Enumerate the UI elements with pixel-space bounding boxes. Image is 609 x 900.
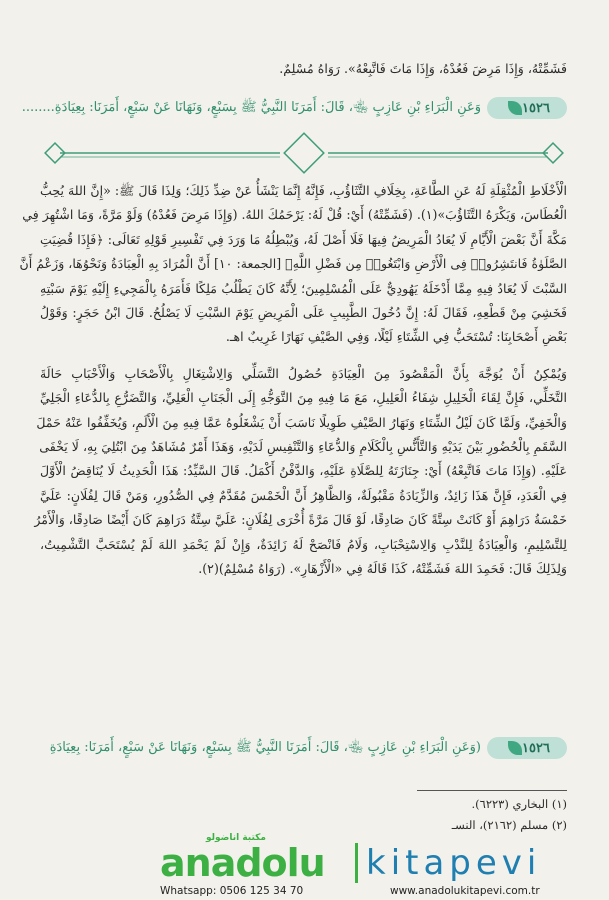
body-line: بَعْضِ أَصْحَابِنَا: تُسْتَحَبُّ فِي الشِّتَاءِ لَيْلًا، وَفِي الصَّيْفِ نَهَارًا غَرِيبٌ اهـ. <box>225 329 567 345</box>
leaf-icon <box>508 741 522 755</box>
intro-line: فَشَمِّتْهُ، وَإِذَا مَرِضَ فَعُدْهُ، وَإِذَا مَاتَ فَاتَّبِعْهُ». رَوَاهُ مُسْلِمٌ. <box>279 61 567 76</box>
body-line: التَّخَلِّي، فَإِنَّ لِقَاءَ الْخَلِيلِ شِفَاءُ الْعَلِيلِ، مَعَ مَا فِيهِ مِنَ التَّوَجُّهِ إِلَى الْجَنَابِ الْعَلِيِّ، وَالتَّضَرُّعِ بِالدُّعَاءِ الْجَلِيِّ <box>40 390 567 406</box>
body-line: عَلَيْهِ. (وَإِذَا مَاتَ فَاتَّبِعْهُ) أَيْ: جِنَازَتَهُ لِلصَّلَاةِ عَلَيْهِ، وَالدَّفْنُ أَكْمَلُ. قَالَ السَّيِّدُ: هَذَا الْحَدِيثُ لَا يُنَاقِضُ الْأَوَّلَ <box>40 463 567 479</box>
footnote-rule <box>417 790 567 791</box>
body-line: فَخَشِيَ مِنْ قَطْعِهِ، فَقَالَ لَهُ: إِنَّ دُخُولَ الطَّبِيبِ عَلَى الْمَرِيضِ يَوْمَ السَّبْتِ لَا يَصْلُحُ. قَالَ ابْنُ حَجَرٍ: وَقَوْلُ <box>40 305 567 320</box>
hadith-header-bottom <box>40 735 567 761</box>
hadith-text: وَعَنِ الْبَرَاءِ بْنِ عَازِبٍ ﵄، قَالَ: أَمَرَنَا النَّبِيُّ ﷺ بِسَبْعٍ، وَنَهَانَا عَنْ سَبْعٍ، أَمَرَنَا: بِعِيَادَةِ........ <box>21 99 481 115</box>
hadith-number-badge <box>487 737 567 759</box>
banner-arabic-text: مكتبة اناضولو <box>206 833 266 843</box>
banner-brand-right: kitapevi <box>366 843 542 883</box>
body-line: وَيُمْكِنُ أَنْ يُوَجَّهَ بِأَنَّ الْمَقْصُودَ مِنَ الْعِيَادَةِ حُصُولُ التَّسَلِّي وَالِاشْتِغَالِ بِالْأَصْحَابِ وَالْأَحْبَابِ حَالَةَ <box>40 365 567 381</box>
banner-phone: Whatsapp: 0506 125 34 70 <box>160 885 304 897</box>
body-line: السَّبْتَ لَا يُعَادُ فِيهِ مِمَّا أَدْخَلَهُ يَهُودِيٌّ عَلَى الْمُسْلِمِينَ؛ لِأَنَّهُ كَانَ يَطْلُبُ مَلِكًا فَأَمَرَهُ بِالْمَجِيءِ إِلَيْهِ يَوْمَ سَبْتِهِ <box>40 280 567 296</box>
footnote-2: (٢) مسلم (٢١٦٢)، النسـ <box>451 818 567 832</box>
body-line: لِلتَّسْلِيمِ، وَالْعِيَادَةُ لِلنَّدْبِ وَالِاسْتِحْبَابِ، وَلَامُ فَانْصَحْ لَهُ زَائِدَةٌ، وَإِنْ لَمْ يَحْمَدِ اللهَ لَمْ يُسْتَحَبَّ التَّشْمِيتُ، <box>40 536 567 552</box>
banner-separator <box>355 843 358 883</box>
body-line: فِي الْعَدَدِ، فَإِنَّ هَذَا زَائِدٌ، وَالزِّيَادَةُ مَقْبُولَةٌ، وَالظَّاهِرُ أَنَّ الْخَمْسَ مُقَدَّمٌ فِي الصُّدُورِ، وَمَنْ قَالَ لِفُلَانٍ: عَلَيَّ <box>40 487 567 503</box>
hadith-header-top <box>21 95 567 121</box>
body-line: السَّقَمِ بِالْحُضُورِ بَيْنَ يَدَيْهِ وَالتَّأَنُّسِ بِالْكَلَامِ وَالدُّعَاءِ وَالتَّنْفِيسِ لَدَيْهِ، وَهَذَا أَمْرٌ مُشَاهَدٌ مِنَ ابْتُلِيَ بِهِ، لَا يَخْفَى <box>39 439 567 454</box>
leaf-icon <box>508 101 522 115</box>
hadith-number-badge <box>487 97 567 119</box>
hadith-number: ١٥٢٦ <box>522 740 550 756</box>
ornament-divider <box>40 132 568 174</box>
banner-brand-left: anadolu <box>160 841 325 885</box>
footnote-1: (١) البخاري (٦٢٢٣). <box>471 797 567 811</box>
hadith-number: ١٥٢٦ <box>522 100 550 116</box>
body-line: وَلِذَلِكَ قَالَ: فَحَمِدَ اللهَ فَشَمِّتْهُ، كَذَا قَالَهُ فِي «الْأَزْهَارِ». (رَوَاهُ مُسْلِمٌ)(٢). <box>198 561 567 576</box>
body-line: مَكَّةَ أَنَّ بَعْضَ الْأَيَّامِ لَا يُعَادُ الْمَرِيضُ فِيهَا فَلَا أَصْلَ لَهُ، وَيُبْطِلُهُ مَا وَرَدَ فِي تَفْسِيرِ قَوْلِهِ تَعَالَى: ﴿فَإِذَا قُضِيَتِ <box>40 231 567 247</box>
publisher-banner <box>150 833 609 900</box>
banner-website[interactable]: www.anadolukitapevi.com.tr <box>390 885 540 897</box>
body-line: الصَّلَوٰةُ فَانتَشِرُوا۟ فِى الْأَرْضِ وَابْتَغُوا۟ مِن فَضْلِ اللَّهِ﴾ [الجمعة: ١٠] أَنَّ الْمُرَادَ بِهِ الْعِبَادَةُ وَنَحْوُهَا، وَزَعْمُ أَنَّ <box>19 256 567 272</box>
body-line: الْأَخْلَاطِ الْمُثْقِلَةِ لَهُ عَنِ الطَّاعَةِ، بِخِلَافِ التَّثَاؤُبِ، فَإِنَّهُ إِنَّمَا يَنْشَأُ عَنْ ضِدِّ ذَلِكَ؛ وَلِذَا قَالَ ﷺ: «إِنَّ اللهَ يُحِبُّ <box>40 183 567 198</box>
hadith-text: (وَعَنِ الْبَرَاءِ بْنِ عَازِبٍ ﵄، قَالَ: أَمَرَنَا النَّبِيُّ ﷺ بِسَبْعٍ، وَنَهَانَا عَنْ سَبْعٍ، أَمَرَنَا: بِعِيَادَةِ <box>49 739 481 755</box>
body-line: خَمْسَةُ دَرَاهِمَ أَوْ كَانَتْ سِتَّةً كَانَ صَادِقًا، لَوْ قَالَ مَرَّةً أُخْرَى لِفُلَانٍ: عَلَيَّ سِتَّةُ دَرَاهِمَ كَانَ أَيْضًا صَادِقًا، وَالْأَمْرُ <box>34 512 567 528</box>
body-line: وَالْخَفِيِّ، وَلَمَّا كَانَ لَيْلُ الشِّتَاءِ وَنَهَارُ الصَّيْفِ طَوِيلًا نَاسَبَ أَنْ يَشْغَلُوهُ عَمَّا فِيهِ مِنَ الْأَلَمِ، وَيُخَفِّفُوا عَنْهُ حَمْلَ <box>36 414 567 430</box>
body-line: الْعُطَاسَ، وَيَكْرَهُ التَّثَاؤُبَ»(١). (فَشَمِّتْهُ) أَيْ: قُلْ لَهُ: يَرْحَمُكَ اللهُ. (وَإِذَا مَرِضَ فَعُدْهُ) وَلَوْ مَرَّةً، وَمَا اشْتُهِرَ فِي <box>22 207 567 223</box>
